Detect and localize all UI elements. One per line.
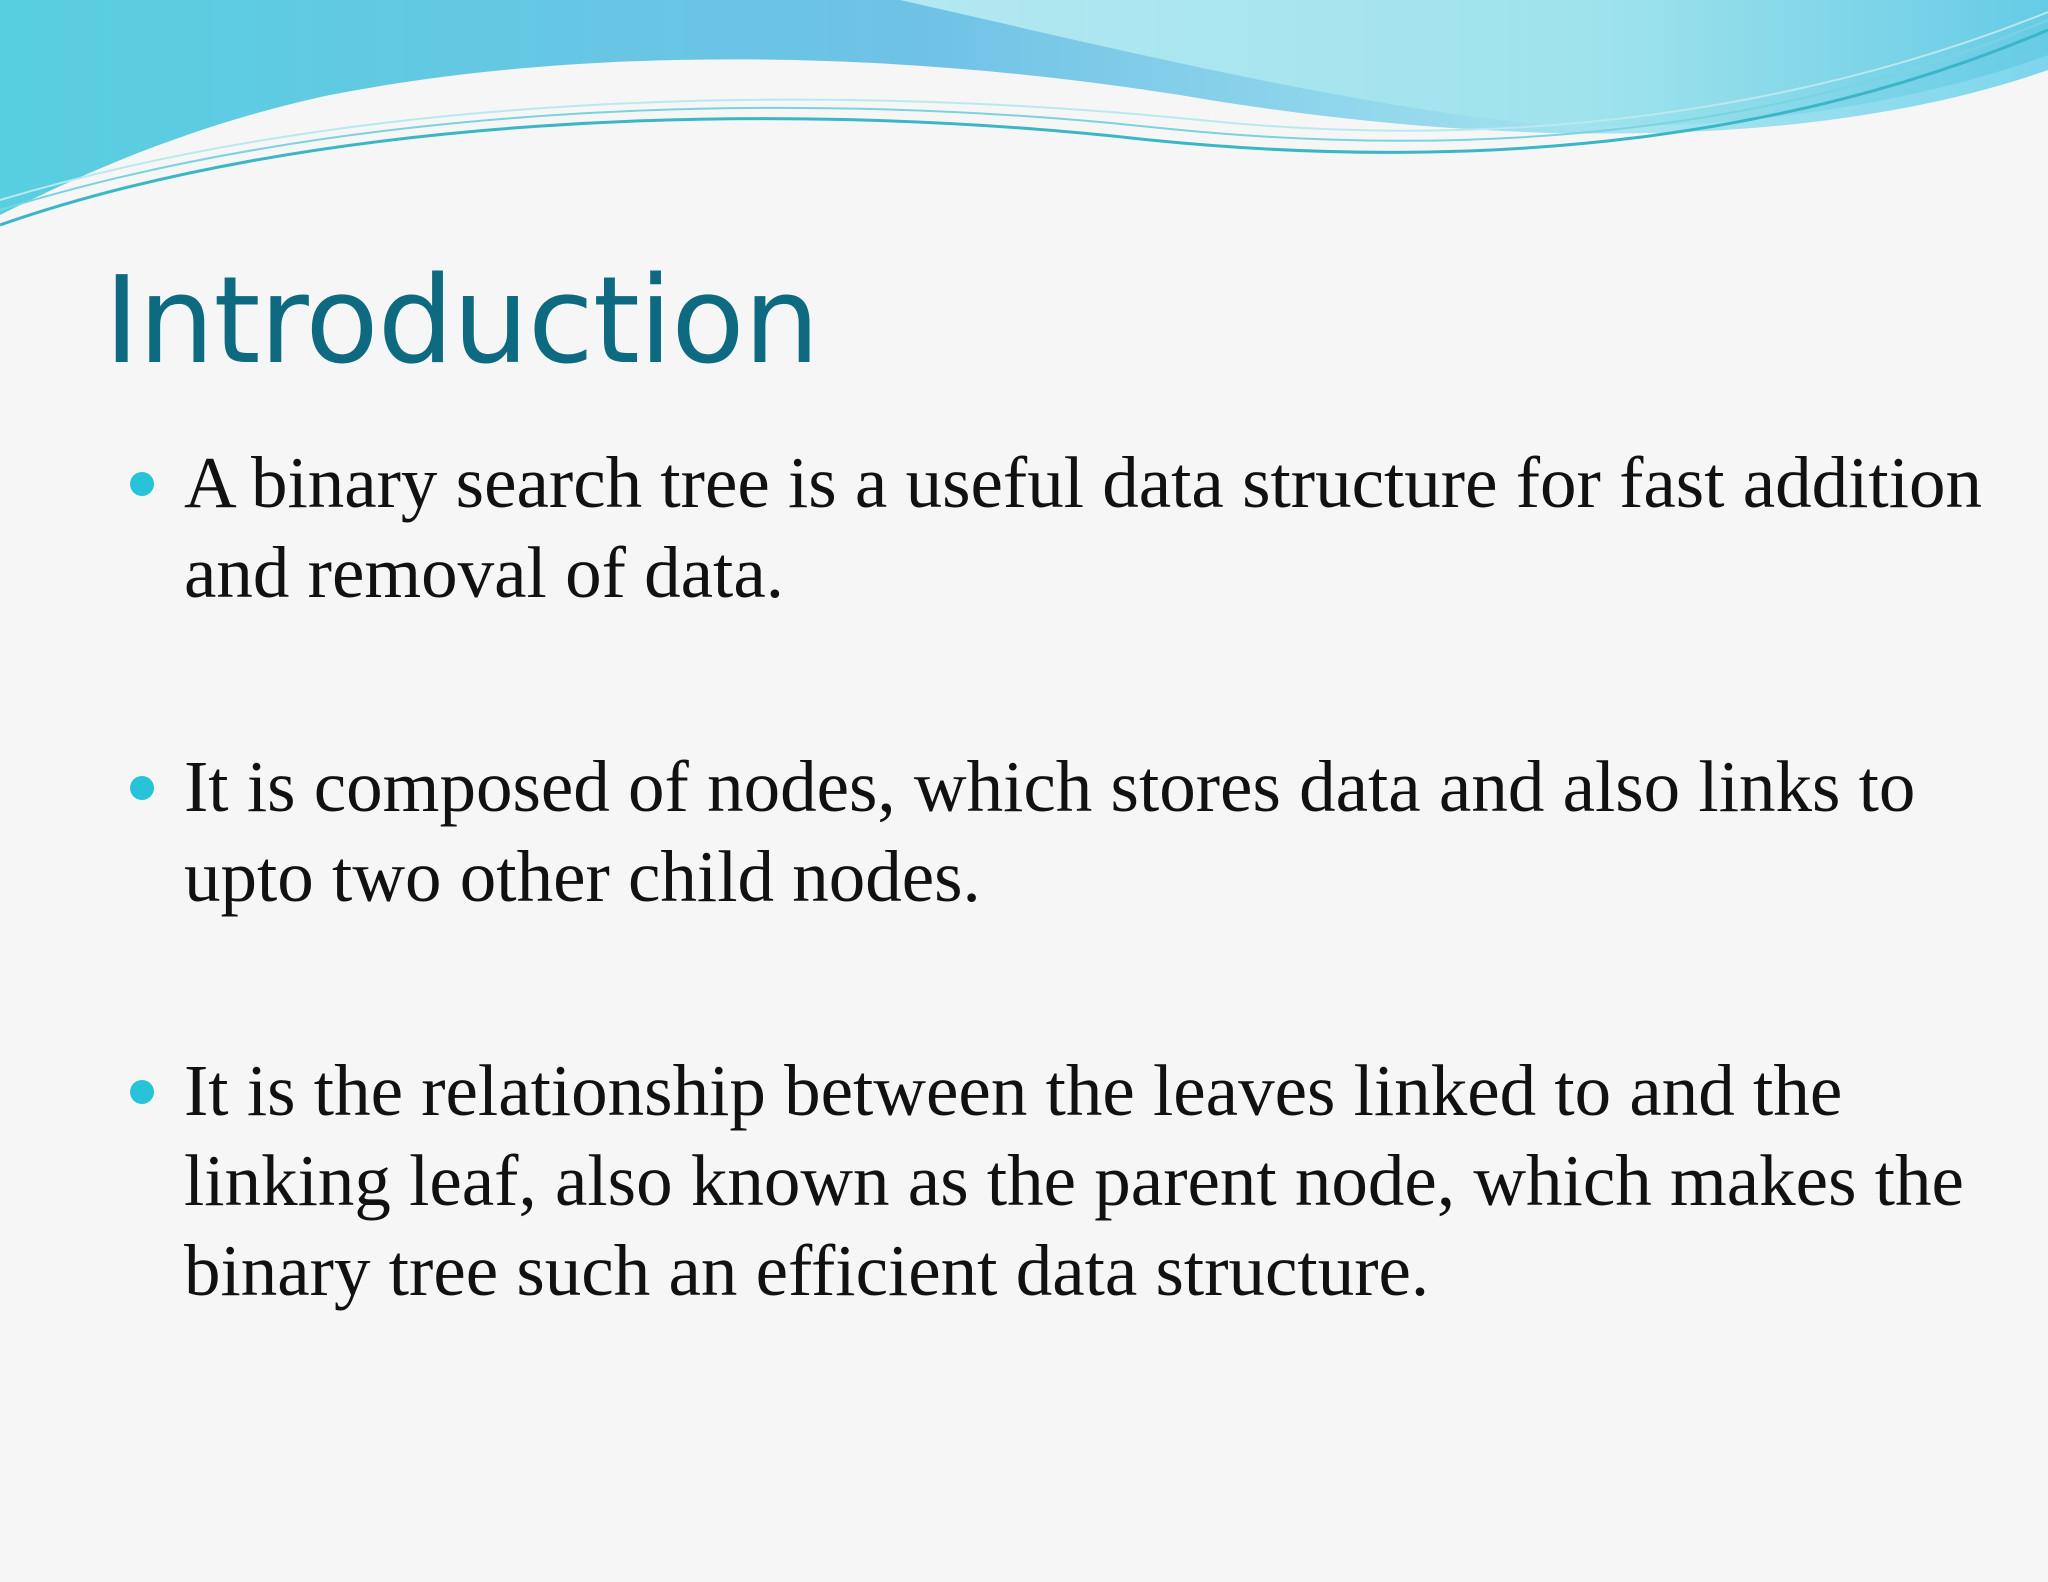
- header-wave-decoration: [0, 0, 2048, 240]
- bullet-text: It is composed of nodes, which stores data and also links to upto two other child nodes.: [184, 746, 1916, 917]
- bullet-text: It is the relationship between the leaves linked to and the linking leaf, also known as the parent node, which makes the binary tree such an efficient data structure.: [184, 1050, 1964, 1311]
- bullet-item: [130, 742, 1990, 922]
- bullet-item: [130, 1046, 1990, 1316]
- bullet-dot-icon: [130, 472, 154, 496]
- bullet-list: [130, 438, 1990, 1316]
- slide-title: Introduction: [104, 252, 819, 391]
- bullet-dot-icon: [130, 776, 154, 800]
- bullet-text: A binary search tree is a useful data structure for fast addition and removal of data.: [184, 442, 1982, 613]
- bullet-item: [130, 438, 1990, 618]
- bullet-dot-icon: [130, 1080, 154, 1104]
